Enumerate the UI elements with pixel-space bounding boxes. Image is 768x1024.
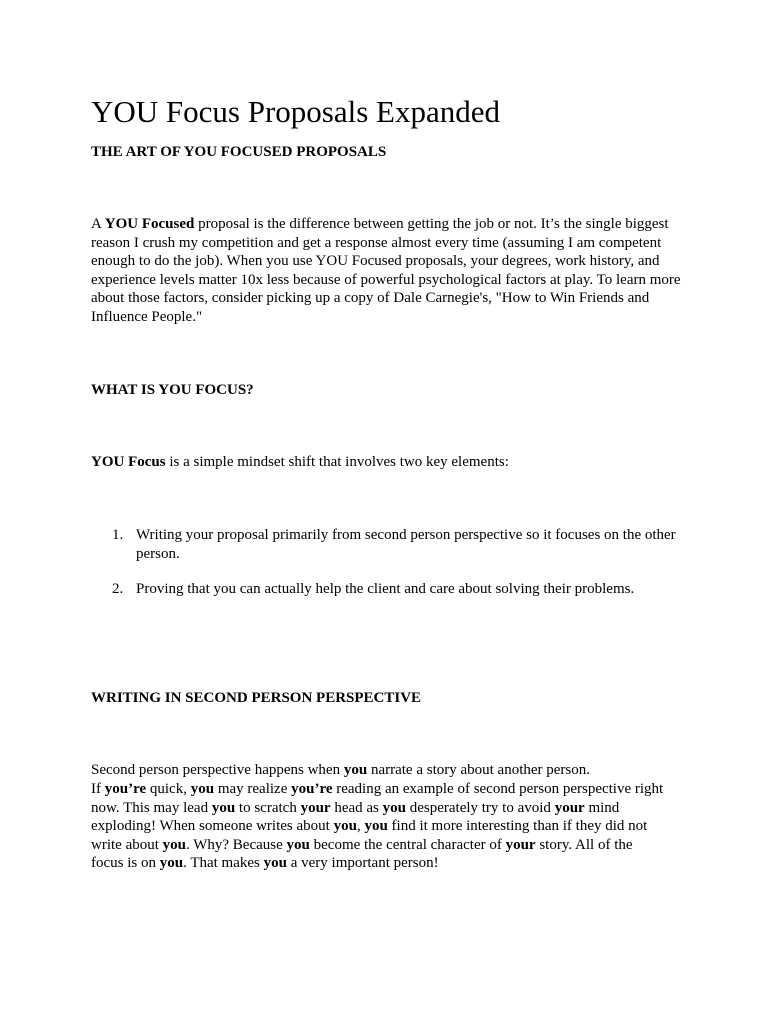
sp-bold: you (382, 799, 406, 816)
sp-bold: you (286, 836, 310, 853)
document-title: YOU Focus Proposals Expanded (91, 94, 500, 129)
focus-bold-you-focus: YOU Focus (91, 454, 166, 470)
second-person-paragraph (91, 780, 666, 873)
sp-bold: your (505, 836, 536, 853)
list-item (91, 580, 681, 599)
section-heading-art: THE ART OF YOU FOCUSED PROPOSALS (91, 144, 387, 160)
sp-bold: you (162, 836, 186, 853)
list-item-number: 2. (112, 581, 124, 598)
sp-text: story. All of the focus is on (91, 836, 633, 872)
list-item-text: Writing your proposal primarily from second person perspective so it focuses on the other person. (136, 527, 676, 562)
list-item (91, 526, 681, 563)
sp-text: Second person perspective happens when (91, 762, 344, 778)
sp-bold: you (343, 762, 368, 778)
sp-bold: your (300, 799, 331, 816)
sp-bold: you (211, 799, 236, 816)
sp-bold: you (159, 855, 184, 872)
sp-text: narrate a story about another person. (367, 762, 591, 778)
intro-text-a: A (91, 216, 105, 232)
section-heading-second-person: WRITING IN SECOND PERSON PERSPECTIVE (91, 690, 422, 706)
sp-text: desperately try to avoid (405, 799, 555, 816)
sp-bold: you (263, 855, 287, 872)
sp-bold: you (364, 818, 388, 835)
list-item-number: 1. (112, 527, 124, 543)
sp-bold: your (554, 799, 585, 816)
second-person-line-1 (91, 761, 681, 780)
intro-text-rest: proposal is the difference between getting the job or not. It’s the single biggest reason I crush my competition and get a response almost every time (assuming I am competent enough to do the job). When you use YOU Focused proposals, your degrees, work history, and experience levels matter 10x less because of powerful psychological factors at play. To learn more about those factors, consider picking up a copy of Dale Carnegie's, "How to Win Friends and Influence People." (91, 216, 681, 325)
sp-text: mind exploding! When someone writes about (91, 799, 620, 835)
sp-bold: you (333, 818, 357, 835)
sp-text: a very important person! (286, 855, 439, 872)
sp-text: quick, (146, 781, 191, 797)
sp-text: head as (330, 799, 383, 816)
focus-definition-paragraph (91, 453, 681, 472)
sp-text: reading an example of second person perspective right now. This may lead (91, 781, 664, 816)
key-elements-list (91, 526, 681, 616)
sp-text: , (356, 818, 365, 835)
focus-text-rest: is a simple mindset shift that involves two key elements: (165, 454, 509, 470)
section-heading-what-is: WHAT IS YOU FOCUS? (91, 382, 254, 398)
sp-text: find it more interesting than if they did not write about (91, 818, 648, 853)
sp-text: . Why? Because (186, 836, 287, 853)
sp-text: to scratch (235, 799, 301, 816)
sp-text: . That makes (183, 855, 264, 872)
sp-bold: you’re (104, 781, 147, 797)
sp-text: become the central character of (309, 836, 506, 853)
intro-paragraph (91, 215, 681, 327)
sp-bold: you’re (291, 781, 333, 797)
intro-bold-you-focused: YOU Focused (104, 216, 195, 232)
sp-text: If (91, 781, 105, 797)
sp-bold: you (190, 781, 215, 797)
sp-text: may realize (214, 781, 292, 797)
list-item-text: Proving that you can actually help the client and care about solving their problems. (136, 581, 635, 598)
